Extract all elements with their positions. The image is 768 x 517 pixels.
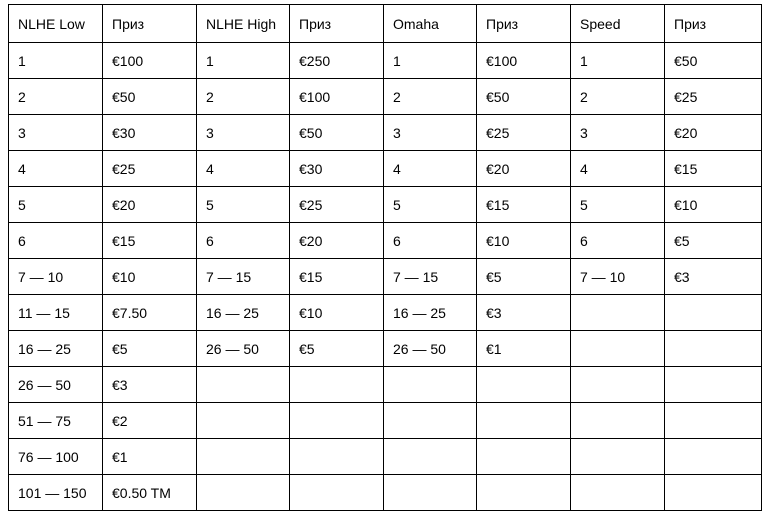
table-cell-speed-place: 3 [571,115,665,151]
table-cell-nlhe-low-place: 5 [9,187,103,223]
table-row [9,439,762,475]
table-cell-omaha-prize [477,367,571,403]
table-cell-omaha-prize: €10 [477,223,571,259]
table-cell-nlhe-high-place: 16 — 25 [197,295,290,331]
table-cell-nlhe-low-place: 11 — 15 [9,295,103,331]
table-cell-nlhe-low-prize: €25 [103,151,197,187]
table-cell-omaha-prize [477,403,571,439]
table-cell-nlhe-low-place: 6 [9,223,103,259]
table-cell-nlhe-high-prize [290,475,384,511]
table-row [9,115,762,151]
table-cell-nlhe-low-prize: €2 [103,403,197,439]
table-cell-speed-prize: €25 [665,79,762,115]
table-row [9,223,762,259]
table-cell-nlhe-low-prize: €100 [103,43,197,79]
table-cell-omaha-place: 26 — 50 [384,331,477,367]
table-cell-speed-prize [665,295,762,331]
table-cell-omaha-prize: €25 [477,115,571,151]
column-header-nlhe-high-place: NLHE High [197,5,290,43]
table-cell-speed-place [571,475,665,511]
table-cell-speed-place: 1 [571,43,665,79]
table-cell-omaha-prize: €1 [477,331,571,367]
table-cell-omaha-prize: €3 [477,295,571,331]
table-row [9,43,762,79]
table-cell-nlhe-high-prize [290,367,384,403]
table-cell-omaha-place [384,367,477,403]
table-cell-nlhe-high-prize [290,403,384,439]
prize-table-body [9,5,762,511]
table-cell-speed-prize: €10 [665,187,762,223]
table-header-row [9,5,762,43]
table-cell-nlhe-low-place: 4 [9,151,103,187]
column-header-omaha-place: Omaha [384,5,477,43]
table-row [9,151,762,187]
table-cell-nlhe-high-place: 26 — 50 [197,331,290,367]
table-cell-omaha-place: 2 [384,79,477,115]
table-cell-nlhe-high-prize: €50 [290,115,384,151]
table-cell-nlhe-high-prize: €30 [290,151,384,187]
column-header-nlhe-high-prize: Приз [290,5,384,43]
table-cell-nlhe-low-place: 1 [9,43,103,79]
table-cell-omaha-place [384,475,477,511]
table-cell-omaha-place [384,439,477,475]
table-row [9,295,762,331]
table-cell-omaha-prize: €5 [477,259,571,295]
table-cell-speed-prize [665,331,762,367]
table-row [9,187,762,223]
table-cell-speed-place [571,331,665,367]
table-cell-speed-prize [665,367,762,403]
table-cell-nlhe-low-prize: €15 [103,223,197,259]
table-cell-omaha-place [384,403,477,439]
table-cell-nlhe-high-place: 3 [197,115,290,151]
table-cell-omaha-prize: €20 [477,151,571,187]
table-cell-nlhe-low-prize: €3 [103,367,197,403]
table-cell-speed-place [571,367,665,403]
table-cell-nlhe-high-prize: €250 [290,43,384,79]
table-cell-nlhe-high-place: 4 [197,151,290,187]
table-cell-nlhe-low-place: 26 — 50 [9,367,103,403]
table-cell-speed-prize: €50 [665,43,762,79]
table-cell-speed-prize [665,403,762,439]
table-cell-nlhe-high-place: 1 [197,43,290,79]
table-cell-speed-place: 7 — 10 [571,259,665,295]
table-cell-omaha-place: 5 [384,187,477,223]
table-cell-nlhe-high-place: 6 [197,223,290,259]
table-cell-nlhe-high-prize: €10 [290,295,384,331]
table-cell-omaha-place: 3 [384,115,477,151]
table-cell-nlhe-low-prize: €10 [103,259,197,295]
table-cell-nlhe-low-place: 7 — 10 [9,259,103,295]
table-cell-speed-prize: €3 [665,259,762,295]
table-cell-speed-place: 5 [571,187,665,223]
table-cell-nlhe-high-place [197,475,290,511]
table-cell-omaha-prize [477,475,571,511]
table-cell-nlhe-high-prize: €100 [290,79,384,115]
table-row [9,475,762,511]
table-cell-nlhe-low-prize: €1 [103,439,197,475]
table-cell-nlhe-high-place [197,367,290,403]
table-cell-nlhe-low-place: 3 [9,115,103,151]
table-cell-omaha-prize: €15 [477,187,571,223]
prize-table [8,4,762,511]
table-cell-nlhe-high-place: 2 [197,79,290,115]
table-cell-nlhe-low-place: 51 — 75 [9,403,103,439]
table-cell-speed-place [571,295,665,331]
table-cell-nlhe-high-prize: €25 [290,187,384,223]
table-row [9,331,762,367]
table-cell-speed-prize: €5 [665,223,762,259]
table-row [9,403,762,439]
table-cell-nlhe-low-place: 76 — 100 [9,439,103,475]
table-cell-nlhe-high-prize: €20 [290,223,384,259]
table-cell-nlhe-high-prize: €15 [290,259,384,295]
table-cell-nlhe-low-prize: €20 [103,187,197,223]
table-cell-nlhe-low-prize: €0.50 TM [103,475,197,511]
table-cell-nlhe-low-place: 2 [9,79,103,115]
table-cell-omaha-prize: €50 [477,79,571,115]
column-header-nlhe-low-place: NLHE Low [9,5,103,43]
table-row [9,259,762,295]
table-row [9,79,762,115]
table-cell-speed-place [571,403,665,439]
table-cell-omaha-prize: €100 [477,43,571,79]
table-cell-nlhe-high-place [197,403,290,439]
column-header-speed-place: Speed [571,5,665,43]
table-cell-nlhe-low-place: 16 — 25 [9,331,103,367]
column-header-omaha-prize: Приз [477,5,571,43]
table-cell-nlhe-high-prize: €5 [290,331,384,367]
column-header-speed-prize: Приз [665,5,762,43]
table-row [9,367,762,403]
table-cell-nlhe-low-place: 101 — 150 [9,475,103,511]
table-cell-nlhe-high-place [197,439,290,475]
table-cell-speed-prize: €15 [665,151,762,187]
table-cell-speed-place: 4 [571,151,665,187]
table-cell-nlhe-high-place: 5 [197,187,290,223]
table-cell-omaha-place: 7 — 15 [384,259,477,295]
table-cell-speed-prize [665,439,762,475]
table-cell-omaha-place: 16 — 25 [384,295,477,331]
table-cell-speed-prize: €20 [665,115,762,151]
table-cell-speed-prize [665,475,762,511]
table-cell-omaha-place: 1 [384,43,477,79]
table-cell-speed-place [571,439,665,475]
table-cell-nlhe-low-prize: €30 [103,115,197,151]
table-cell-nlhe-high-place: 7 — 15 [197,259,290,295]
table-cell-speed-place: 2 [571,79,665,115]
table-cell-omaha-place: 6 [384,223,477,259]
table-cell-nlhe-low-prize: €5 [103,331,197,367]
table-cell-speed-place: 6 [571,223,665,259]
table-cell-nlhe-low-prize: €7.50 [103,295,197,331]
column-header-nlhe-low-prize: Приз [103,5,197,43]
table-cell-nlhe-high-prize [290,439,384,475]
table-cell-omaha-prize [477,439,571,475]
table-cell-nlhe-low-prize: €50 [103,79,197,115]
table-cell-omaha-place: 4 [384,151,477,187]
